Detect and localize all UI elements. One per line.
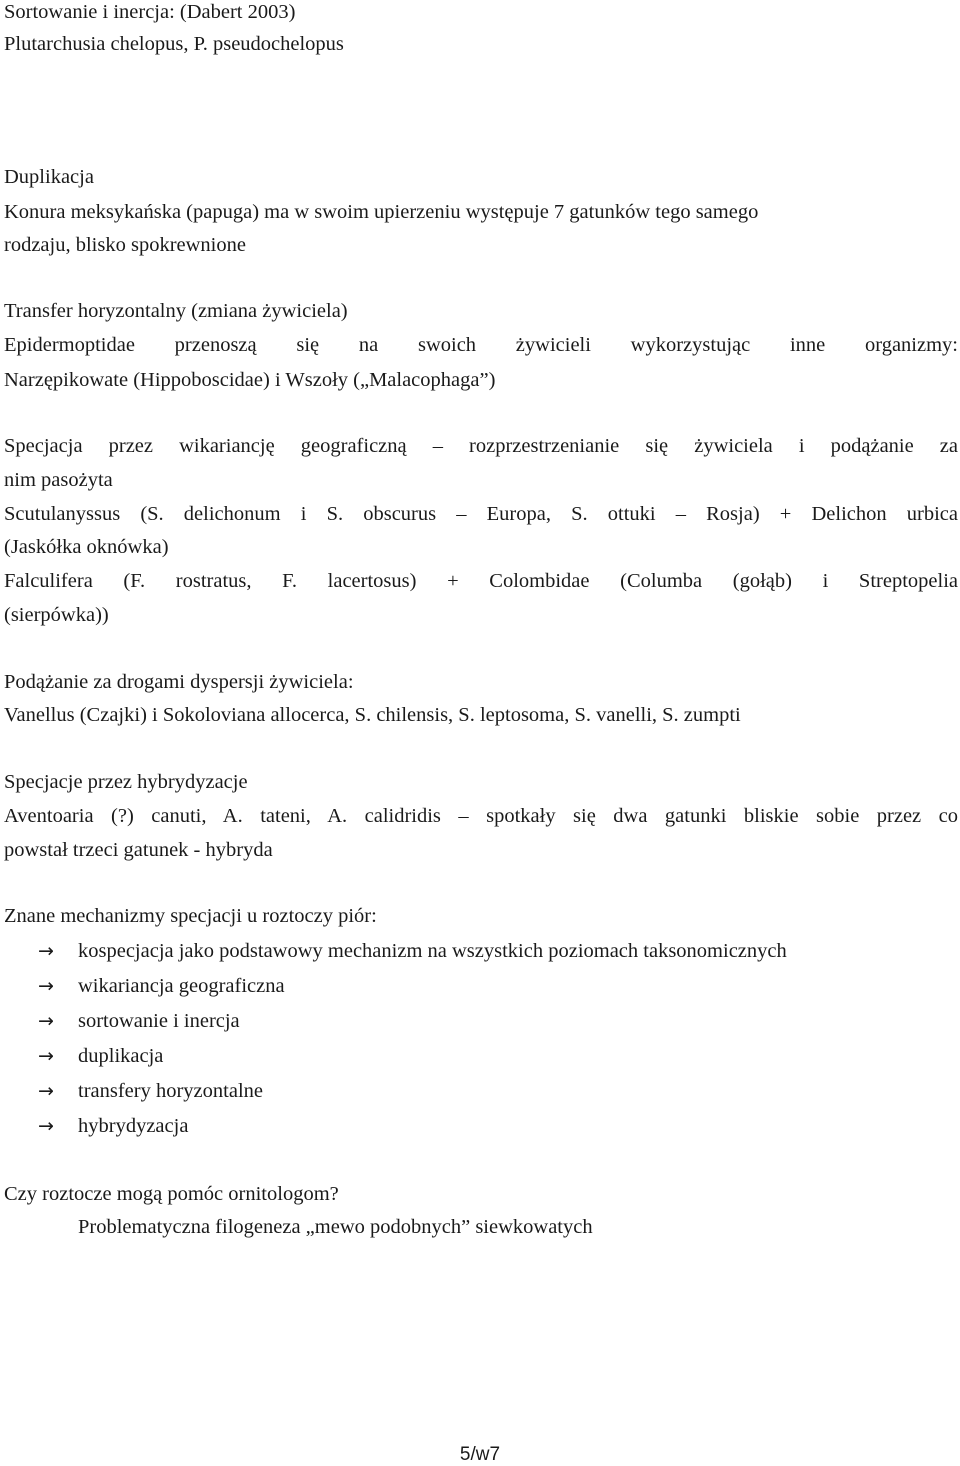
arrow-right-icon: → [38,1045,54,1067]
question-line: Czy roztocze mogą pomóc ornitologom? [4,1183,339,1205]
arrow-right-icon: → [38,1115,54,1137]
list-item: → kospecjacja jako podstawowy mechanizm na wszystkich poziomach taksonomicznych [38,940,787,962]
arrow-right-icon: → [38,1080,54,1102]
text-line: Scutulanyssus (S. delichonum i S. obscurus – Europa, S. ottuki – Rosja) + Delichon urbica [4,503,958,525]
page-number: 5/w7 [459,1444,501,1465]
text-line: Konura meksykańska (papuga) ma w swoim upierzeniu występuje 7 gatunków tego samego [4,201,759,223]
section-heading-hybrydyzacja: Specjacje przez hybrydyzacje [4,771,248,793]
text-line: Plutarchusia chelopus, P. pseudochelopus [4,33,344,55]
text-line: nim pasożyta [4,469,113,491]
section-heading-duplikacja: Duplikacja [4,166,94,188]
text-line: Narzępikowate (Hippoboscidae) i Wszoły („Malacophaga”) [4,369,496,391]
text-line: Epidermoptidae przenoszą się na swoich żywicieli wykorzystując inne organizmy: [4,334,958,356]
arrow-right-icon: → [38,940,54,962]
list-item: → duplikacja [38,1045,164,1067]
list-item: → sortowanie i inercja [38,1010,240,1032]
text-line: rodzaju, blisko spokrewnione [4,234,246,256]
text-line: Specjacja przez wikariancję geograficzną – rozprzestrzenianie się żywiciela i podążanie za [4,435,958,457]
arrow-right-icon: → [38,975,54,997]
text-line: Aventoaria (?) canuti, A. tateni, A. calidridis – spotkały się dwa gatunki bliskie sobie przez co [4,805,958,827]
text-line: Vanellus (Czajki) i Sokoloviana allocerca, S. chilensis, S. leptosoma, S. vanelli, S. zumpti [4,704,741,726]
section-heading-dyspersja: Podążanie za drogami dyspersji żywiciela: [4,671,354,693]
section-heading-mechanizmy: Znane mechanizmy specjacji u roztoczy piór: [4,905,377,927]
text-line: Sortowanie i inercja: (Dabert 2003) [4,1,296,23]
text-line: powstał trzeci gatunek - hybryda [4,839,273,861]
text-line: (sierpówka)) [4,604,109,626]
text-line: Problematyczna filogeneza „mewo podobnych” siewkowatych [78,1216,593,1238]
arrow-right-icon: → [38,1010,54,1032]
text-line: (Jaskółka oknówka) [4,536,169,558]
list-item: → wikariancja geograficzna [38,975,285,997]
section-heading-transfer: Transfer horyzontalny (zmiana żywiciela) [4,300,348,322]
list-item: → transfery horyzontalne [38,1080,263,1102]
text-line: Falculifera (F. rostratus, F. lacertosus) + Colombidae (Columba (gołąb) i Streptopelia [4,570,958,592]
list-item: → hybrydyzacja [38,1115,189,1137]
